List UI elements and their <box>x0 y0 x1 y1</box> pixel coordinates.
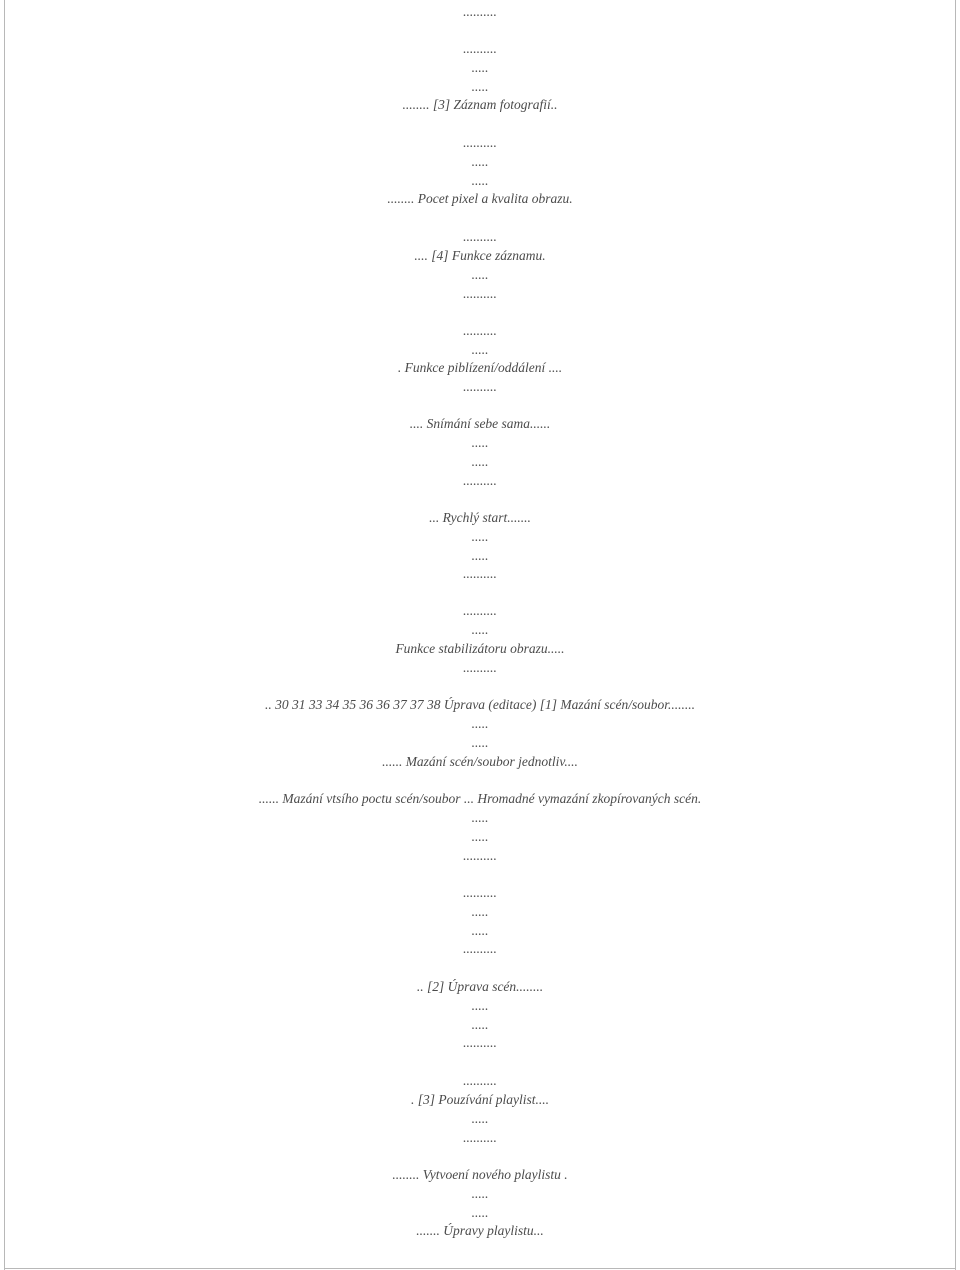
toc-leader-line: ..... <box>471 342 489 357</box>
toc-entry-pouzivani-playlist[interactable]: . [3] Pouzívání playlist.... <box>411 1092 549 1107</box>
toc-leader-line: .......... <box>463 603 497 618</box>
toc-entry-funkce-priblizeni[interactable]: . Funkce piblízení/oddálení .... <box>397 360 563 375</box>
toc-leader-line: ..... <box>471 1111 489 1126</box>
toc-leader-line: .......... <box>463 229 497 244</box>
toc-leader-line: .......... <box>463 135 497 150</box>
toc-entry-zaznam-fotografii[interactable]: ........ [3] Záznam fotografií.. <box>402 97 558 112</box>
toc-leader-line: ..... <box>471 79 489 94</box>
toc-leader-line: ..... <box>471 1205 489 1220</box>
toc-leader-line: .......... <box>463 379 497 394</box>
toc-entry-vytvoreni-playlistu[interactable]: ........ Vytvoení nového playlistu . <box>392 1167 568 1182</box>
toc-leader-line: ..... <box>471 716 489 731</box>
toc-entry-funkce-zaznamu[interactable]: .... [4] Funkce záznamu. <box>414 248 546 263</box>
toc-leader-line: ..... <box>471 1017 489 1032</box>
toc-leader-line: ..... <box>471 154 489 169</box>
toc-leader-line: ..... <box>471 548 489 563</box>
toc-entry-snimani-sebe-sama[interactable]: .... Snímání sebe sama...... <box>409 416 551 431</box>
toc-leader-line: ..... <box>471 923 489 938</box>
toc-leader-line: .......... <box>463 1130 497 1145</box>
toc-entry-uprava-scen[interactable]: .. [2] Úprava scén........ <box>416 979 544 994</box>
toc-leader-line: ..... <box>471 904 489 919</box>
toc-leader-line: .......... <box>463 660 497 675</box>
toc-leader-line: .......... <box>463 885 497 900</box>
toc-entry-mazani-vetsiho-poctu[interactable]: ...... Mazání vtsího poctu scén/soubor ... Hromadné vymazání zkopírovaných scén. <box>258 791 702 806</box>
toc-leader-line: .......... <box>463 1073 497 1088</box>
toc-entry-rychly-start[interactable]: ... Rychlý start....... <box>429 510 531 525</box>
toc-leader-line: ..... <box>471 173 489 188</box>
toc-leader-line: .......... <box>463 1035 497 1050</box>
toc-leader-line: .......... <box>463 941 497 956</box>
toc-leader-line: ..... <box>471 60 489 75</box>
toc-leader-line: ..... <box>471 529 489 544</box>
toc-entry-upravy-playlistu[interactable]: ....... Úpravy playlistu... <box>416 1223 544 1238</box>
toc-entry-mazani-jednotliv[interactable]: ...... Mazání scén/soubor jednotliv.... <box>382 754 578 769</box>
toc-leader-line: .......... <box>463 323 497 338</box>
toc-leader-line: .......... <box>463 848 497 863</box>
toc-leader-line: ..... <box>471 735 489 750</box>
toc-leader-line: ..... <box>471 1186 489 1201</box>
page-border-bottom <box>4 1268 956 1269</box>
toc-leader-line: ..... <box>471 267 489 282</box>
toc-leader-line: ..... <box>471 810 489 825</box>
toc-entry-funkce-stabilizatoru[interactable]: Funkce stabilizátoru obrazu..... <box>395 641 565 656</box>
toc-leader-line: ..... <box>471 998 489 1013</box>
toc-entry-uprava-mazani-scen[interactable]: .. 30 31 33 34 35 36 36 37 37 38 Úprava (editace) [1] Mazání scén/soubor........ <box>264 697 696 712</box>
toc-leader-line: ..... <box>471 622 489 637</box>
toc-entry-pocet-pixel[interactable]: ........ Pocet pixel a kvalita obrazu. <box>387 191 573 206</box>
toc-leader-line: ..... <box>471 435 489 450</box>
toc-leader-line: ..... <box>471 829 489 844</box>
toc-leader-line: .......... <box>463 566 497 581</box>
toc-leader-line: .......... <box>463 41 497 56</box>
toc-leader-line: ..... <box>471 454 489 469</box>
toc-leader-line: .......... <box>463 4 497 19</box>
toc-leader-line: .......... <box>463 473 497 488</box>
toc-leader-line: .......... <box>463 286 497 301</box>
